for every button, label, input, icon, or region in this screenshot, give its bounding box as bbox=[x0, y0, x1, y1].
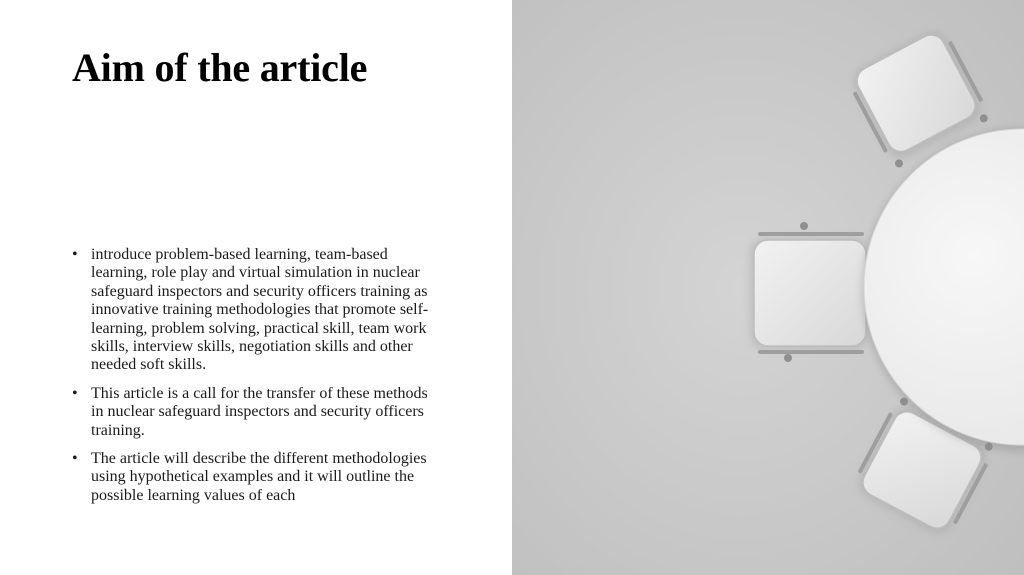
bullet-item: • This article is a call for the transfer of these methods in nuclear safeguard inspectors and security officers training. bbox=[72, 385, 444, 440]
bullet-item: • introduce problem-based learning, team-based learning, role play and virtual simulation in nuclear safeguard inspectors and security officers training as innovative training methodologies that promote self-learning, problem solving, practical skill, team work skills, interview skills, negotiation skills and other needed soft skills. bbox=[72, 246, 444, 375]
bullet-list bbox=[72, 246, 444, 515]
bullet-item: • The article will describe the different methodologies using hypothetical examples and it will outline the possible learning values of each bbox=[72, 450, 444, 505]
meeting-table-photo bbox=[512, 0, 1024, 575]
chair-middle bbox=[750, 222, 868, 362]
slide-title: Aim of the article bbox=[72, 45, 368, 90]
